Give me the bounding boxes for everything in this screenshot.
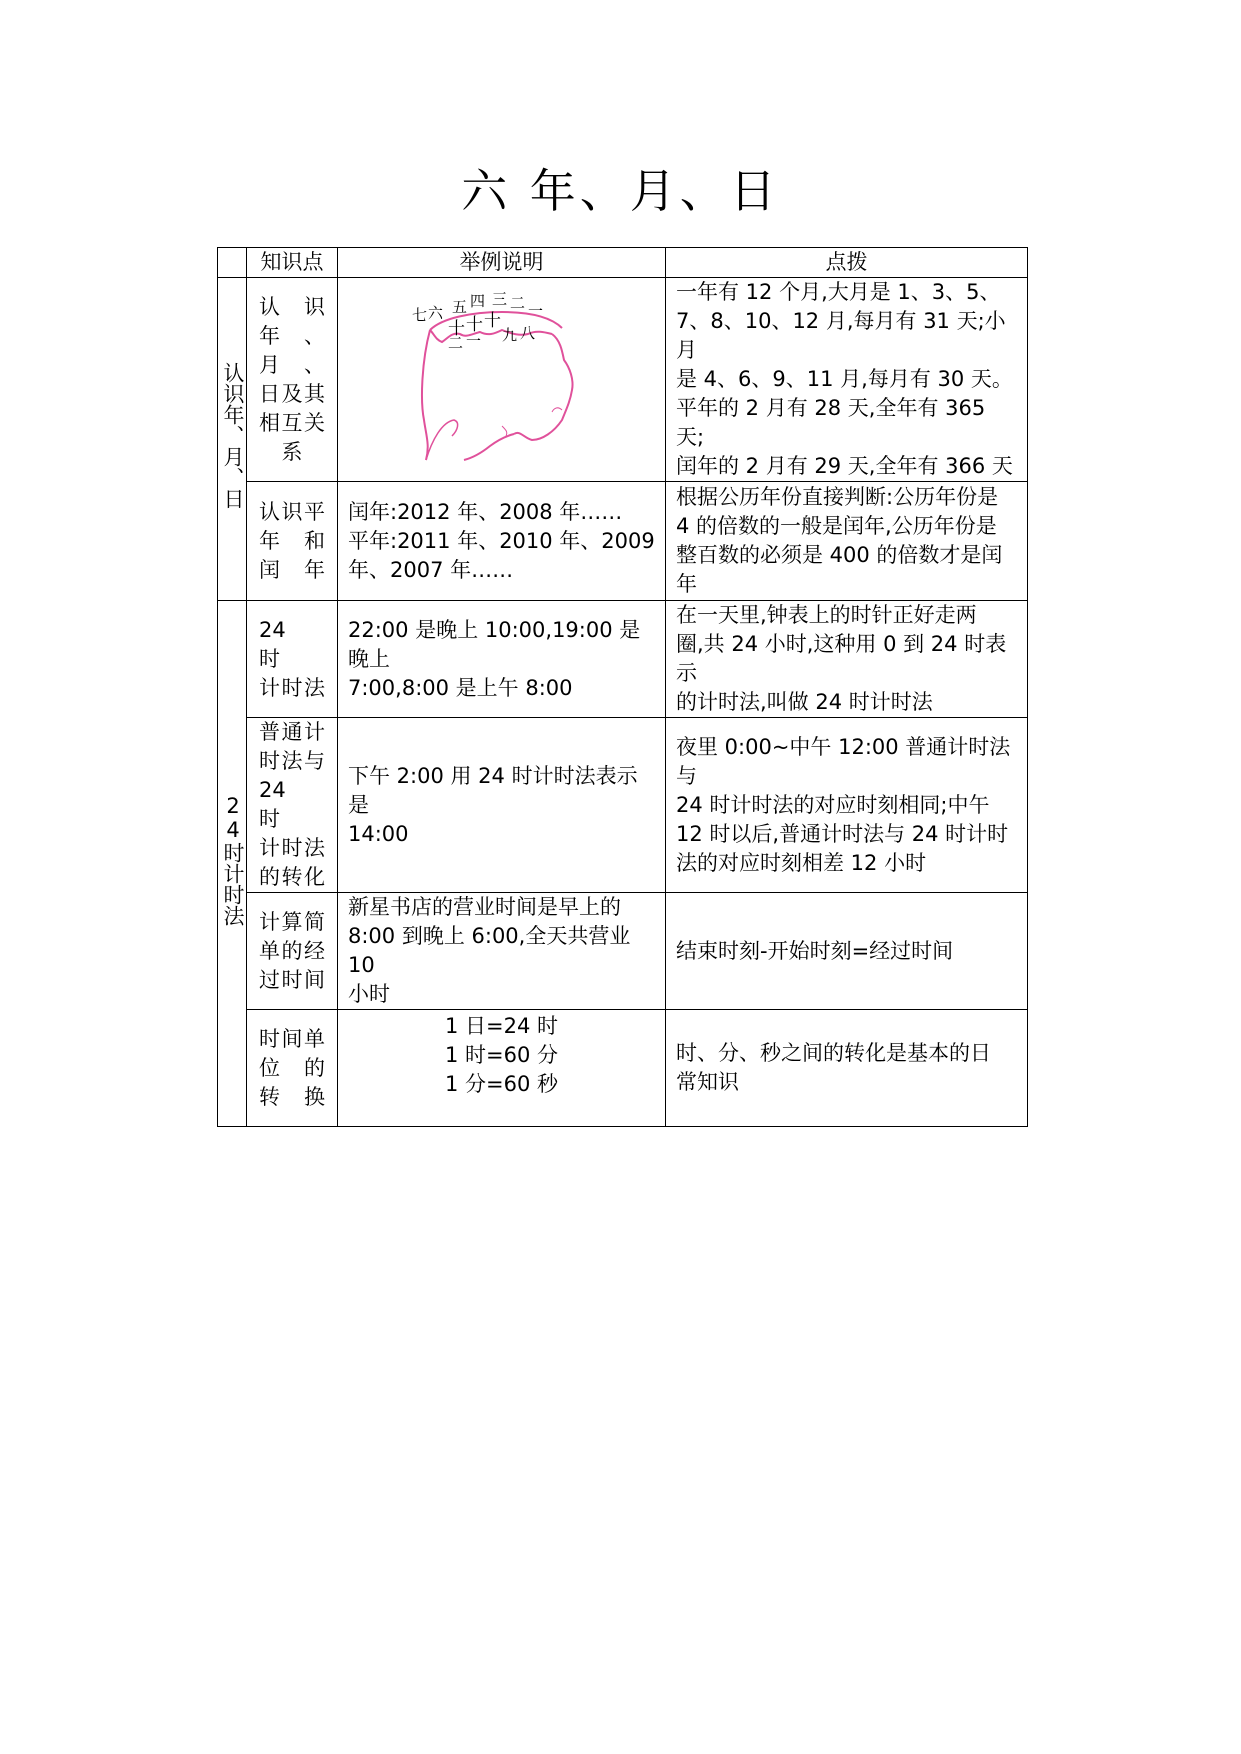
example-cell: 22:00 是晚上 10:00,19:00 是晚上 7:00,8:00 是上午 8:00 — [338, 601, 666, 718]
tip-cell: 时、分、秒之间的转化是基本的日 常知识 — [666, 1010, 1028, 1127]
table-row — [218, 601, 1028, 718]
knowledge-point-cell: 24 时 计时法 — [247, 601, 338, 718]
fist-label: 十 — [447, 318, 465, 339]
fist-label: 一 — [465, 331, 481, 350]
tip-cell: 一年有 12 个月,大月是 1、3、5、 7、8、10、12 月,每月有 31 天;小月 是 4、6、9、11 月,每月有 30 天。 平年的 2 月有 28 天,全年有 365 天; 闰年的 2 月有 29 天,全年有 366 天 — [666, 278, 1028, 482]
tip-cell: 结束时刻-开始时刻=经过时间 — [666, 893, 1028, 1010]
fist-label: 二 — [509, 293, 525, 312]
knowledge-point-cell: 认 识 年、月、 日及其 相互关 系 — [247, 278, 338, 482]
fist-label: 六 — [427, 303, 443, 322]
knowledge-point-cell: 计算简 单的经 过时间 — [247, 893, 338, 1010]
tip-cell: 根据公历年份直接判断:公历年份是 4 的倍数的一般是闰年,公历年份是 整百数的必须是 400 的倍数才是闰 年 — [666, 482, 1028, 601]
tip-cell: 夜里 0:00~中午 12:00 普通计时法与 24 时计时法的对应时刻相同;中午 12 时以后,普通计时法与 24 时计时 法的对应时刻相差 12 小时 — [666, 718, 1028, 893]
knowledge-point-cell: 普通计 时法与 24 时 计时法 的转化 — [247, 718, 338, 893]
fist-label: 四 — [469, 291, 485, 310]
fist-month-illustration — [338, 278, 666, 482]
header-tips: 点拨 — [666, 248, 1028, 278]
page-title: 六 年、月、日 — [461, 164, 780, 218]
fist-label: 八 — [519, 323, 535, 342]
knowledge-point-cell: 时间单 位 的 转 换 — [247, 1010, 338, 1127]
example-cell: 1 日=24 时 1 时=60 分 1 分=60 秒 — [338, 1010, 666, 1127]
fist-label: 十 — [483, 310, 501, 331]
knowledge-table — [217, 247, 1028, 1127]
knowledge-point-cell: 认识平 年 和 闰 年 — [247, 482, 338, 601]
header-empty — [218, 248, 247, 278]
example-cell: 下午 2:00 用 24 时计时法表示是 14:00 — [338, 718, 666, 893]
tip-cell: 在一天里,钟表上的时针正好走两 圈,共 24 小时,这种用 0 到 24 时表示 的计时法,叫做 24 时计时法 — [666, 601, 1028, 718]
fist-label: 五 — [451, 297, 467, 316]
table-row — [218, 278, 1028, 482]
table-row — [218, 482, 1028, 601]
fist-label: 九 — [501, 325, 517, 344]
table-header-row — [218, 248, 1028, 278]
fist-label: 二 — [447, 333, 463, 352]
fist-label: 一 — [527, 301, 543, 320]
table-row — [218, 718, 1028, 893]
header-knowledge-point: 知识点 — [247, 248, 338, 278]
example-cell: 新星书店的营业时间是早上的 8:00 到晚上 6:00,全天共营业 10 小时 — [338, 893, 666, 1010]
fist-label: 七 — [411, 305, 427, 324]
table-row — [218, 893, 1028, 1010]
category-year-month-day: 认识年、月、日 — [218, 278, 247, 601]
example-cell: 闰年:2012 年、2008 年…… 平年:2011 年、2010 年、2009 年、2007 年…… — [338, 482, 666, 601]
fist-label: 三 — [491, 289, 507, 308]
table-row — [218, 1010, 1028, 1127]
fist-label: 十 — [465, 314, 483, 335]
header-example: 举例说明 — [338, 248, 666, 278]
fist-knuckle-icon — [402, 290, 602, 462]
category-24-hour: 24时计时法 — [218, 601, 247, 1127]
